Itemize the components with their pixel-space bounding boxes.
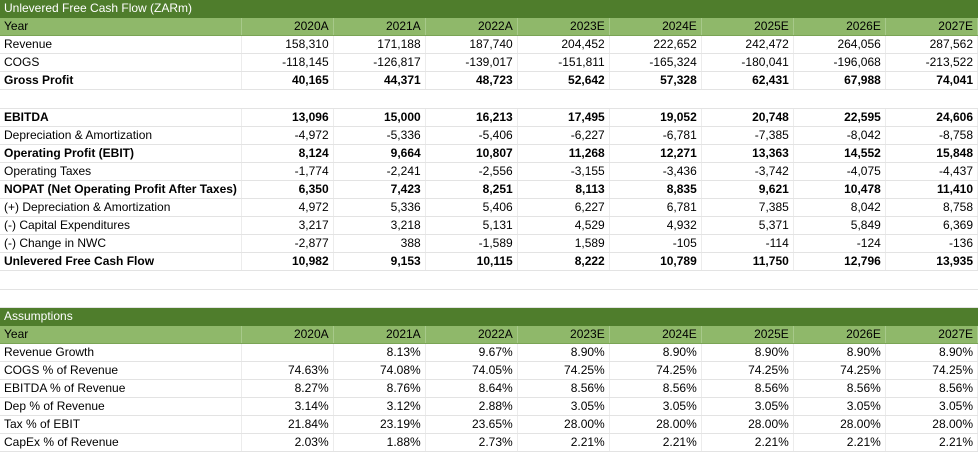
header-cell[interactable]: 2027E xyxy=(885,325,977,343)
cell[interactable]: 74,041 xyxy=(885,72,977,90)
empty-cell[interactable] xyxy=(425,90,517,108)
cell[interactable]: 8.76% xyxy=(333,379,425,397)
empty-cell[interactable] xyxy=(701,289,793,307)
cell[interactable]: -3,742 xyxy=(701,162,793,180)
table-row-capex xyxy=(0,217,978,235)
row-label[interactable]: (+) Depreciation & Amortization xyxy=(0,199,241,217)
cell[interactable]: 5,406 xyxy=(425,199,517,217)
empty-cell[interactable] xyxy=(609,271,701,289)
table-row-nopat xyxy=(0,180,978,198)
cell[interactable]: 8,835 xyxy=(609,180,701,198)
cell[interactable]: -4,437 xyxy=(885,162,977,180)
blank-row xyxy=(0,289,978,307)
cell[interactable]: 10,982 xyxy=(241,253,333,271)
ufcf-title[interactable]: Unlevered Free Cash Flow (ZARm) xyxy=(0,0,978,18)
empty-cell[interactable] xyxy=(885,289,977,307)
table-row-cogs-pct xyxy=(0,361,978,379)
empty-cell[interactable] xyxy=(609,90,701,108)
empty-cell[interactable] xyxy=(701,90,793,108)
row-label[interactable]: Depreciation & Amortization xyxy=(0,126,241,144)
cell[interactable]: 12,271 xyxy=(609,144,701,162)
cell[interactable]: -6,227 xyxy=(517,126,609,144)
cell[interactable]: -5,336 xyxy=(333,126,425,144)
cell[interactable]: 15,000 xyxy=(333,108,425,126)
header-cell[interactable]: Year xyxy=(0,18,241,36)
cell[interactable]: 28.00% xyxy=(517,416,609,434)
row-label[interactable]: CapEx % of Revenue xyxy=(0,434,241,452)
cell[interactable]: 3.12% xyxy=(333,398,425,416)
cell[interactable]: 3,217 xyxy=(241,217,333,235)
cell[interactable]: 28.00% xyxy=(793,416,885,434)
cell[interactable]: 3.05% xyxy=(793,398,885,416)
assumptions-title-row xyxy=(0,307,978,325)
cell[interactable]: 10,115 xyxy=(425,253,517,271)
row-label[interactable]: Operating Profit (EBIT) xyxy=(0,144,241,162)
cell[interactable]: 5,371 xyxy=(701,217,793,235)
empty-cell[interactable] xyxy=(0,90,241,108)
cell[interactable]: 28.00% xyxy=(885,416,977,434)
cell[interactable]: -136 xyxy=(885,235,977,253)
cell[interactable]: 5,336 xyxy=(333,199,425,217)
cell[interactable]: 3.05% xyxy=(517,398,609,416)
cell[interactable]: 17,495 xyxy=(517,108,609,126)
cell[interactable]: -2,877 xyxy=(241,235,333,253)
header-cell[interactable]: 2025E xyxy=(701,325,793,343)
cell[interactable]: 13,363 xyxy=(701,144,793,162)
empty-cell[interactable] xyxy=(241,271,333,289)
cell[interactable]: 28.00% xyxy=(609,416,701,434)
cell[interactable]: 74.25% xyxy=(885,361,977,379)
cell[interactable]: -2,241 xyxy=(333,162,425,180)
cell[interactable]: 1,589 xyxy=(517,235,609,253)
cell[interactable]: -8,758 xyxy=(885,126,977,144)
cell[interactable]: 2.21% xyxy=(793,434,885,452)
assumptions-header-row xyxy=(0,325,978,343)
cell[interactable]: 13,935 xyxy=(885,253,977,271)
header-cell[interactable]: 2020A xyxy=(241,325,333,343)
cell[interactable]: 74.25% xyxy=(701,361,793,379)
cell[interactable]: 23.65% xyxy=(425,416,517,434)
cell[interactable]: -1,774 xyxy=(241,162,333,180)
empty-cell[interactable] xyxy=(425,289,517,307)
cell[interactable]: 7,423 xyxy=(333,180,425,198)
cell[interactable]: 3.14% xyxy=(241,398,333,416)
row-label[interactable]: Revenue xyxy=(0,36,241,54)
cell[interactable]: 8.56% xyxy=(885,379,977,397)
cell[interactable]: 10,478 xyxy=(793,180,885,198)
cell[interactable]: -1,589 xyxy=(425,235,517,253)
header-cell[interactable]: 2022A xyxy=(425,18,517,36)
cell[interactable]: 4,972 xyxy=(241,199,333,217)
table-row-revenue xyxy=(0,36,978,54)
cell[interactable]: 9.67% xyxy=(425,343,517,361)
cell[interactable]: -3,155 xyxy=(517,162,609,180)
cell[interactable]: 16,213 xyxy=(425,108,517,126)
header-cell[interactable]: 2021A xyxy=(333,18,425,36)
cell[interactable]: -124 xyxy=(793,235,885,253)
cell[interactable]: 57,328 xyxy=(609,72,701,90)
header-cell[interactable]: 2021A xyxy=(333,325,425,343)
cell[interactable]: 2.73% xyxy=(425,434,517,452)
row-label[interactable]: Unlevered Free Cash Flow xyxy=(0,253,241,271)
table-row-ebit xyxy=(0,144,978,162)
header-cell[interactable]: 2023E xyxy=(517,18,609,36)
cell[interactable]: 264,056 xyxy=(793,36,885,54)
empty-cell[interactable] xyxy=(333,271,425,289)
header-cell[interactable]: 2024E xyxy=(609,18,701,36)
header-cell[interactable]: 2026E xyxy=(793,325,885,343)
cell[interactable]: 9,153 xyxy=(333,253,425,271)
cell[interactable]: 44,371 xyxy=(333,72,425,90)
cell[interactable]: -114 xyxy=(701,235,793,253)
cell[interactable]: 11,750 xyxy=(701,253,793,271)
table-row-operating-taxes xyxy=(0,162,978,180)
cell[interactable]: 8.56% xyxy=(609,379,701,397)
cell[interactable]: 19,052 xyxy=(609,108,701,126)
row-label[interactable]: (-) Change in NWC xyxy=(0,235,241,253)
cell[interactable]: 74.25% xyxy=(609,361,701,379)
cell[interactable]: 287,562 xyxy=(885,36,977,54)
empty-cell[interactable] xyxy=(333,90,425,108)
cell[interactable]: 9,621 xyxy=(701,180,793,198)
table-row-capex-pct xyxy=(0,434,978,452)
cell[interactable]: 8.56% xyxy=(701,379,793,397)
cell[interactable]: -165,324 xyxy=(609,54,701,72)
cell[interactable]: 23.19% xyxy=(333,416,425,434)
row-label[interactable]: Tax % of EBIT xyxy=(0,416,241,434)
cell[interactable]: 9,664 xyxy=(333,144,425,162)
empty-cell[interactable] xyxy=(701,271,793,289)
cell[interactable]: 74.08% xyxy=(333,361,425,379)
empty-cell[interactable] xyxy=(517,289,609,307)
header-cell[interactable]: 2025E xyxy=(701,18,793,36)
empty-cell[interactable] xyxy=(0,289,241,307)
cell[interactable]: 6,227 xyxy=(517,199,609,217)
cell[interactable]: 74.05% xyxy=(425,361,517,379)
cell[interactable]: 24,606 xyxy=(885,108,977,126)
cell[interactable]: 187,740 xyxy=(425,36,517,54)
cell[interactable]: -213,522 xyxy=(885,54,977,72)
cell[interactable]: 1.88% xyxy=(333,434,425,452)
cell[interactable]: 6,369 xyxy=(885,217,977,235)
header-cell[interactable]: 2020A xyxy=(241,18,333,36)
cell[interactable]: 15,848 xyxy=(885,144,977,162)
cell[interactable]: 21.84% xyxy=(241,416,333,434)
cell[interactable]: 22,595 xyxy=(793,108,885,126)
cell[interactable]: -7,385 xyxy=(701,126,793,144)
table-row-cogs xyxy=(0,54,978,72)
cell[interactable]: 2.21% xyxy=(701,434,793,452)
header-cell[interactable]: 2022A xyxy=(425,325,517,343)
header-cell[interactable]: 2027E xyxy=(885,18,977,36)
cell[interactable]: 8.90% xyxy=(517,343,609,361)
cell[interactable]: 8,758 xyxy=(885,199,977,217)
row-label[interactable]: COGS xyxy=(0,54,241,72)
header-cell[interactable]: 2026E xyxy=(793,18,885,36)
cell[interactable]: 3,218 xyxy=(333,217,425,235)
cell[interactable]: 10,807 xyxy=(425,144,517,162)
cell[interactable]: 8.13% xyxy=(333,343,425,361)
empty-cell[interactable] xyxy=(609,289,701,307)
row-label[interactable]: EBITDA % of Revenue xyxy=(0,379,241,397)
cell[interactable]: 8.64% xyxy=(425,379,517,397)
cell[interactable]: 52,642 xyxy=(517,72,609,90)
cell[interactable]: 8,222 xyxy=(517,253,609,271)
header-cell[interactable]: 2024E xyxy=(609,325,701,343)
cell[interactable]: 2.03% xyxy=(241,434,333,452)
cell[interactable]: -105 xyxy=(609,235,701,253)
cell[interactable]: 388 xyxy=(333,235,425,253)
cell[interactable]: 8,124 xyxy=(241,144,333,162)
cell[interactable] xyxy=(241,343,333,361)
cell[interactable]: 4,529 xyxy=(517,217,609,235)
cell[interactable]: 8.90% xyxy=(885,343,977,361)
cell[interactable]: 3.05% xyxy=(701,398,793,416)
header-cell[interactable]: Year xyxy=(0,325,241,343)
cell[interactable]: 10,789 xyxy=(609,253,701,271)
ufcf-header-row xyxy=(0,18,978,36)
blank-row xyxy=(0,90,978,108)
empty-cell[interactable] xyxy=(517,271,609,289)
cell[interactable]: 13,096 xyxy=(241,108,333,126)
cell[interactable]: 8.27% xyxy=(241,379,333,397)
cell[interactable]: 3.05% xyxy=(885,398,977,416)
assumptions-title[interactable]: Assumptions xyxy=(0,307,978,325)
cell[interactable]: 74.25% xyxy=(793,361,885,379)
cell[interactable]: 8,042 xyxy=(793,199,885,217)
row-label[interactable]: Operating Taxes xyxy=(0,162,241,180)
row-label[interactable]: EBITDA xyxy=(0,108,241,126)
ufcf-title-row xyxy=(0,0,978,18)
cell[interactable]: -4,972 xyxy=(241,126,333,144)
table-row-revenue-growth xyxy=(0,343,978,361)
cell[interactable]: 4,932 xyxy=(609,217,701,235)
cell[interactable]: -3,436 xyxy=(609,162,701,180)
table-row-change-nwc xyxy=(0,235,978,253)
cell[interactable]: 8,113 xyxy=(517,180,609,198)
table-row-add-depreciation xyxy=(0,199,978,217)
empty-cell[interactable] xyxy=(793,90,885,108)
empty-cell[interactable] xyxy=(0,271,241,289)
cell[interactable]: 28.00% xyxy=(701,416,793,434)
cell[interactable]: 2.21% xyxy=(609,434,701,452)
cell[interactable]: 11,268 xyxy=(517,144,609,162)
table-row-gross-profit xyxy=(0,72,978,90)
cell[interactable]: -8,042 xyxy=(793,126,885,144)
cell[interactable]: -126,817 xyxy=(333,54,425,72)
row-label[interactable]: Gross Profit xyxy=(0,72,241,90)
cell[interactable]: -196,068 xyxy=(793,54,885,72)
cell[interactable]: 5,849 xyxy=(793,217,885,235)
cell[interactable]: 242,472 xyxy=(701,36,793,54)
table-row-dep-pct xyxy=(0,398,978,416)
empty-cell[interactable] xyxy=(885,90,977,108)
cell[interactable]: 8.90% xyxy=(609,343,701,361)
row-label[interactable]: Revenue Growth xyxy=(0,343,241,361)
cell[interactable]: 2.88% xyxy=(425,398,517,416)
empty-cell[interactable] xyxy=(241,289,333,307)
cell[interactable]: 8.56% xyxy=(793,379,885,397)
cell[interactable]: 171,188 xyxy=(333,36,425,54)
cell[interactable]: 74.25% xyxy=(517,361,609,379)
cell[interactable]: -2,556 xyxy=(425,162,517,180)
cell[interactable]: -4,075 xyxy=(793,162,885,180)
empty-cell[interactable] xyxy=(241,90,333,108)
cell[interactable]: 62,431 xyxy=(701,72,793,90)
table-row-ebitda xyxy=(0,108,978,126)
row-label[interactable]: COGS % of Revenue xyxy=(0,361,241,379)
cell[interactable]: 2.21% xyxy=(885,434,977,452)
empty-cell[interactable] xyxy=(885,271,977,289)
cell[interactable]: -180,041 xyxy=(701,54,793,72)
cell[interactable]: 7,385 xyxy=(701,199,793,217)
cell[interactable]: 11,410 xyxy=(885,180,977,198)
empty-cell[interactable] xyxy=(425,271,517,289)
cell[interactable]: 74.63% xyxy=(241,361,333,379)
empty-cell[interactable] xyxy=(333,289,425,307)
cell[interactable]: 2.21% xyxy=(517,434,609,452)
empty-cell[interactable] xyxy=(517,90,609,108)
row-label[interactable]: NOPAT (Net Operating Profit After Taxes) xyxy=(0,180,241,198)
cell[interactable]: 8.56% xyxy=(517,379,609,397)
cell[interactable]: 14,552 xyxy=(793,144,885,162)
cell[interactable]: 222,652 xyxy=(609,36,701,54)
cell[interactable]: -6,781 xyxy=(609,126,701,144)
cell[interactable]: 158,310 xyxy=(241,36,333,54)
cell[interactable]: 8.90% xyxy=(793,343,885,361)
table-row-ufcf xyxy=(0,253,978,271)
table-row-tax-pct xyxy=(0,416,978,434)
blank-row xyxy=(0,271,978,289)
cell[interactable]: 48,723 xyxy=(425,72,517,90)
cell[interactable]: -5,406 xyxy=(425,126,517,144)
cell[interactable]: 5,131 xyxy=(425,217,517,235)
cell[interactable]: 8.90% xyxy=(701,343,793,361)
cell[interactable]: 20,748 xyxy=(701,108,793,126)
cell[interactable]: 204,452 xyxy=(517,36,609,54)
empty-cell[interactable] xyxy=(793,289,885,307)
cell[interactable]: -118,145 xyxy=(241,54,333,72)
header-cell[interactable]: 2023E xyxy=(517,325,609,343)
cell[interactable]: 6,350 xyxy=(241,180,333,198)
table-row-depreciation xyxy=(0,126,978,144)
table-row-ebitda-pct xyxy=(0,379,978,397)
cell[interactable]: -139,017 xyxy=(425,54,517,72)
cell[interactable]: -151,811 xyxy=(517,54,609,72)
cell[interactable]: 3.05% xyxy=(609,398,701,416)
cell[interactable]: 67,988 xyxy=(793,72,885,90)
cell[interactable]: 8,251 xyxy=(425,180,517,198)
cell[interactable]: 6,781 xyxy=(609,199,701,217)
cell[interactable]: 12,796 xyxy=(793,253,885,271)
row-label[interactable]: Dep % of Revenue xyxy=(0,398,241,416)
row-label[interactable]: (-) Capital Expenditures xyxy=(0,217,241,235)
cell[interactable]: 40,165 xyxy=(241,72,333,90)
empty-cell[interactable] xyxy=(793,271,885,289)
